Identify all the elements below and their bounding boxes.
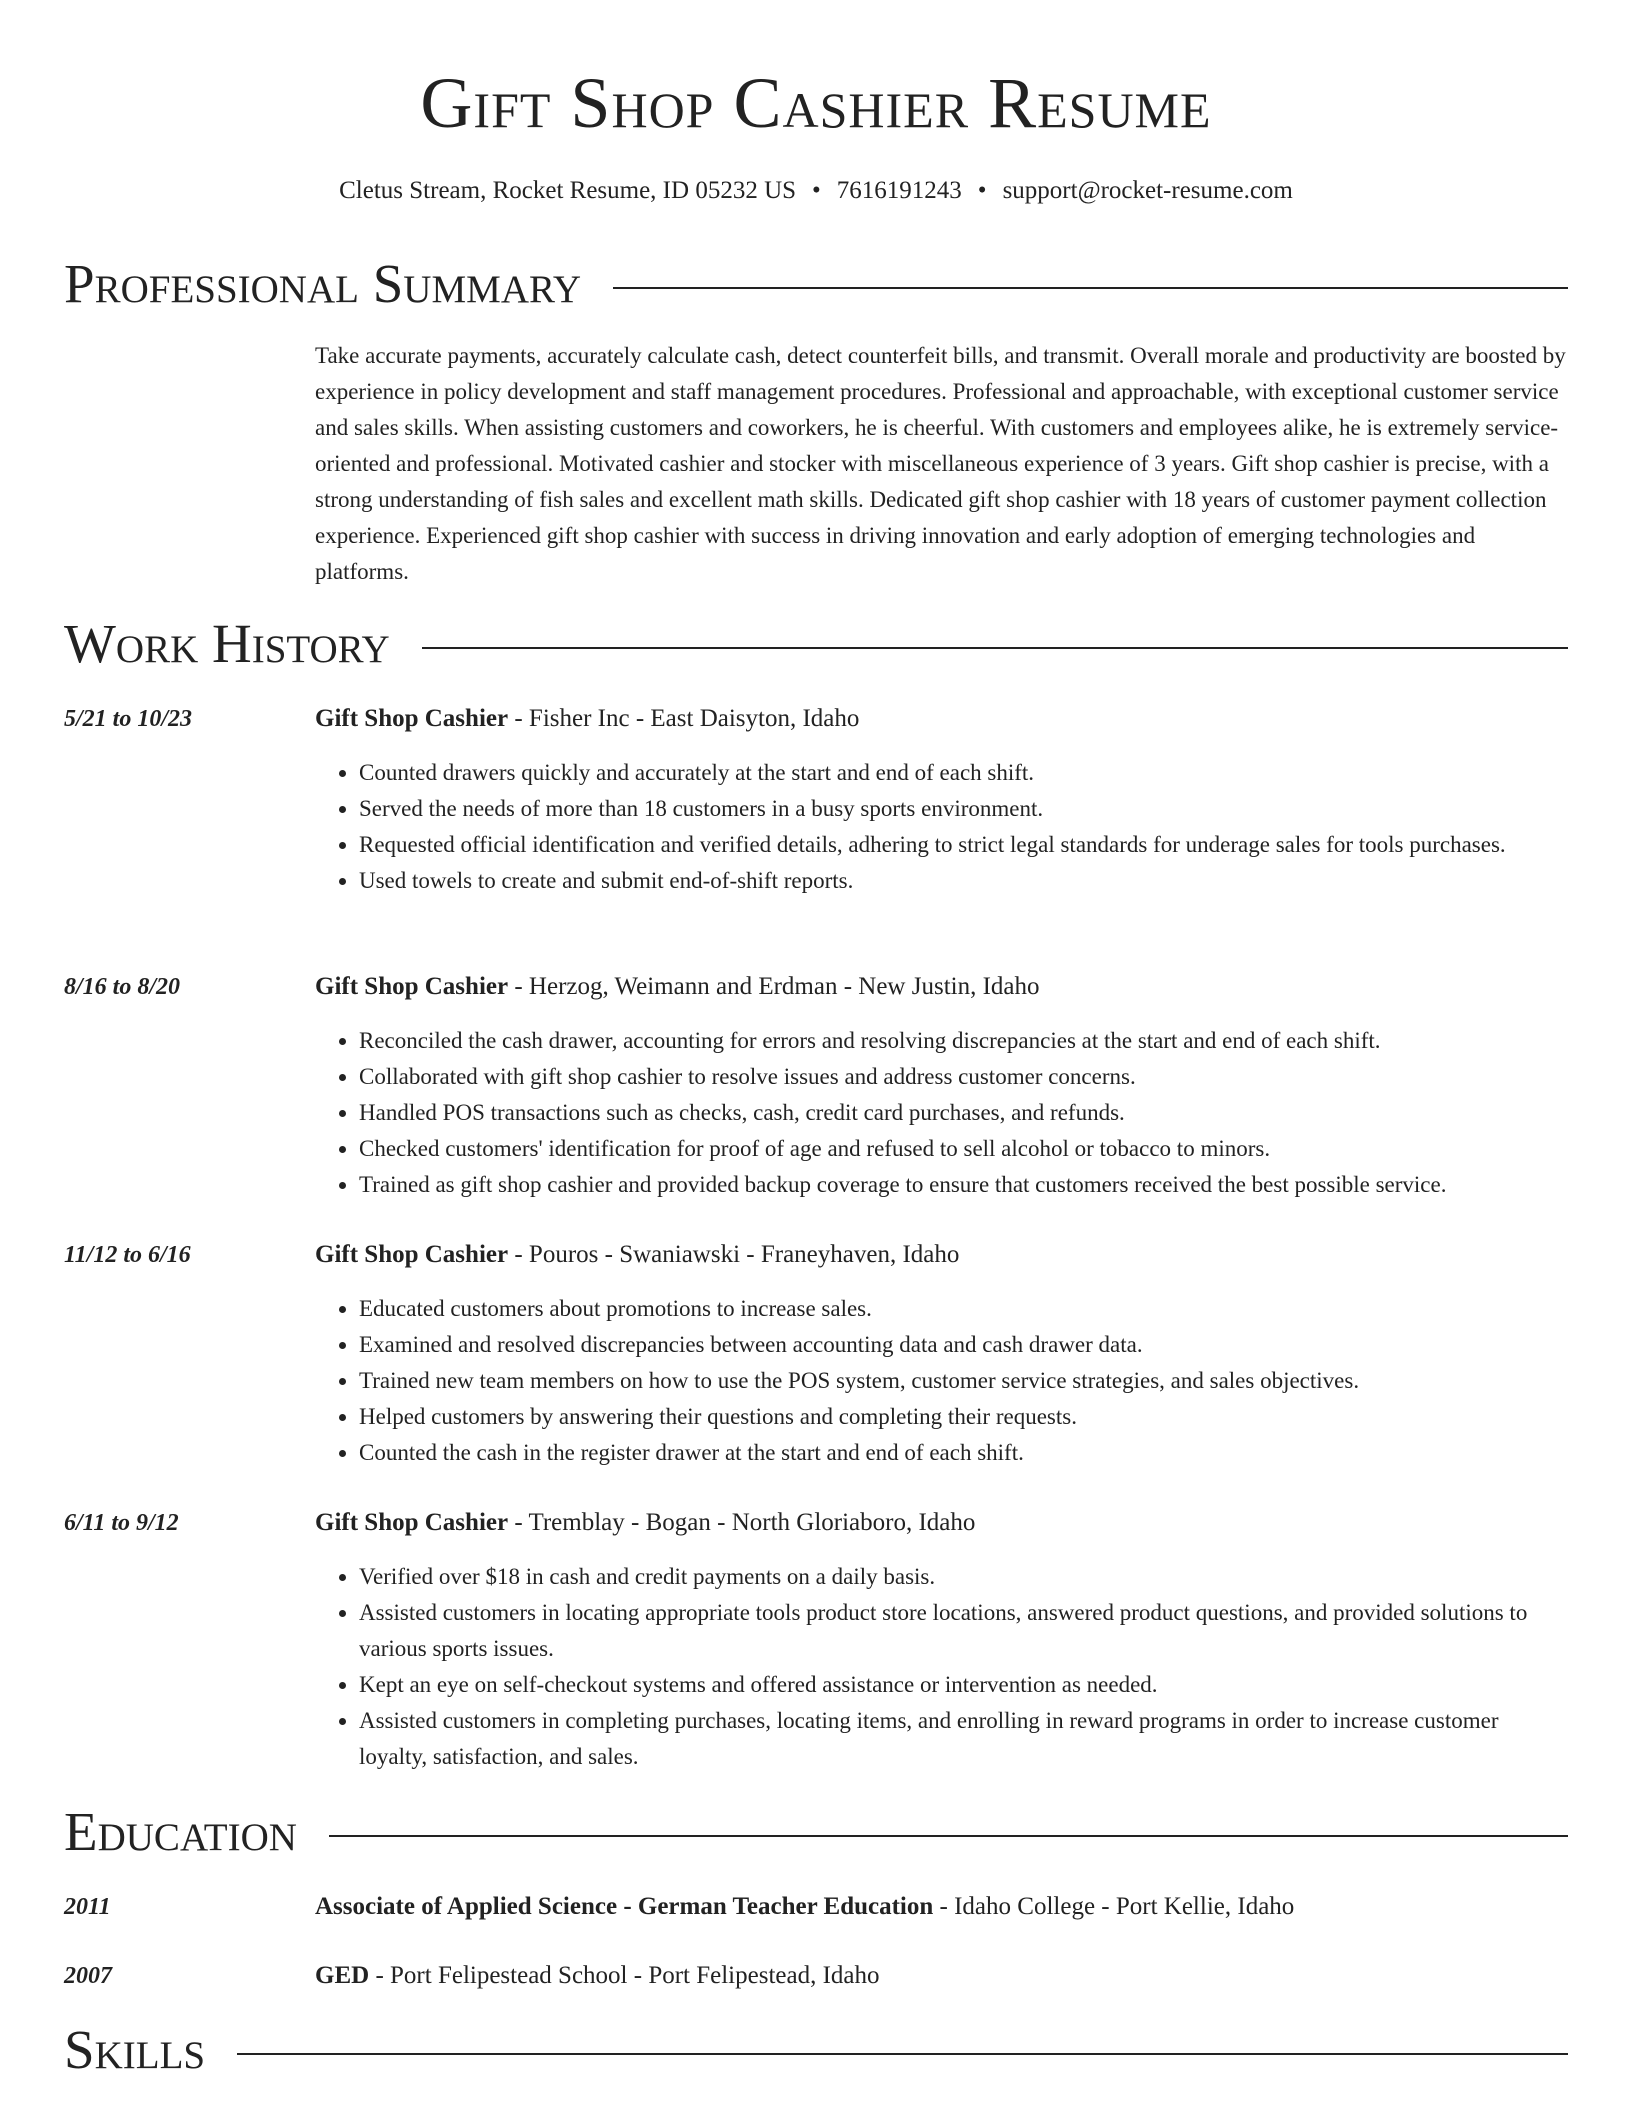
- job-bullet: • Collaborated with gift shop cashier to resolve issues and address customer concerns.: [359, 1059, 1568, 1095]
- contact-line: [0, 174, 1632, 208]
- job-title: Gift Shop Cashier: [315, 705, 509, 732]
- education-headline: [315, 1958, 1568, 1994]
- job-dates: 11/12 to 6/16: [64, 1242, 191, 1268]
- job-headline: [315, 1505, 1568, 1541]
- job-bullet: • Educated customers about promotions to increase sales.: [359, 1291, 1568, 1327]
- section-title-skills: Skills: [64, 2019, 206, 2080]
- job-bullet: • Checked customers' identification for proof of age and refused to sell alcohol or tobacco to minors.: [359, 1131, 1568, 1167]
- job-bullet: • Handled POS transactions such as checks, cash, credit card purchases, and refunds.: [359, 1095, 1568, 1131]
- section-header-summary: [64, 252, 1568, 316]
- job-bullet: • Helped customers by answering their questions and completing their requests.: [359, 1399, 1568, 1435]
- job-title: Gift Shop Cashier: [315, 1241, 509, 1268]
- section-header-skills: [64, 2018, 1568, 2082]
- education-year: 2011: [64, 1894, 111, 1920]
- job-dates: 6/11 to 9/12: [64, 1510, 179, 1536]
- education-headline: [315, 1889, 1568, 1925]
- contact-address: Cletus Stream, Rocket Resume, ID 05232 US: [339, 177, 797, 204]
- job-headline: [315, 969, 1568, 1005]
- job-bullet: • Assisted customers in locating appropriate tools product store locations, answered product questions, and provided solutions to various sports issues.: [359, 1595, 1568, 1667]
- education-degree: GED: [315, 1962, 370, 1989]
- section-divider: [237, 2053, 1568, 2055]
- job-details: - Fisher Inc - East Daisyton, Idaho: [508, 705, 860, 732]
- contact-email: support@rocket-resume.com: [1002, 177, 1293, 204]
- section-title-education: Education: [64, 1801, 297, 1862]
- job-title: Gift Shop Cashier: [315, 1509, 509, 1536]
- education-degree: Associate of Applied Science - German Teacher Education: [315, 1893, 934, 1920]
- section-divider: [613, 287, 1568, 289]
- job-bullet: • Used towels to create and submit end-of-shift reports.: [359, 863, 1568, 899]
- section-divider: [329, 1835, 1568, 1837]
- job-details: - Herzog, Weimann and Erdman - New Justin, Idaho: [508, 973, 1040, 1000]
- job-headline: [315, 1237, 1568, 1273]
- job-details: - Tremblay - Bogan - North Gloriaboro, Idaho: [508, 1509, 976, 1536]
- summary-text: Take accurate payments, accurately calculate cash, detect counterfeit bills, and transmit. Overall morale and productivity are boosted by experience in policy development and staff management procedures. Professional and approachable, with exceptional customer service and sales skills. When assisting customers and coworkers, he is cheerful. With customers and employees alike, he is extremely service-oriented and professional. Motivated cashier and stocker with miscellaneous experience of 3 years. Gift shop cashier is precise, with a strong understanding of fish sales and excellent math skills. Dedicated gift shop cashier with 18 years of customer payment collection experience. Experienced gift shop cashier with success in driving innovation and early adoption of emerging technologies and platforms.: [315, 343, 1566, 584]
- job-bullets: [315, 1291, 1568, 1471]
- education-details: - Port Felipestead School - Port Felipestead, Idaho: [369, 1962, 880, 1989]
- section-title-work: Work History: [64, 613, 390, 674]
- job-bullet: • Trained as gift shop cashier and provided backup coverage to ensure that customers received the best possible service.: [359, 1167, 1568, 1203]
- contact-separator: •: [812, 177, 821, 204]
- job-bullet: • Kept an eye on self-checkout systems and offered assistance or intervention as needed.: [359, 1667, 1568, 1703]
- job-bullet: • Counted the cash in the register drawer at the start and end of each shift.: [359, 1435, 1568, 1471]
- job-details: - Pouros - Swaniawski - Franeyhaven, Idaho: [508, 1241, 960, 1268]
- contact-separator: •: [977, 177, 987, 204]
- job-bullets: [315, 1023, 1568, 1203]
- resume-title: Gift Shop Cashier Resume: [420, 63, 1212, 143]
- section-title-summary: Professional Summary: [64, 253, 582, 314]
- job-title: Gift Shop Cashier: [315, 973, 509, 1000]
- job-bullet: • Assisted customers in completing purchases, locating items, and enrolling in reward programs in order to increase customer loyalty, satisfaction, and sales.: [359, 1703, 1568, 1775]
- job-bullet: • Trained new team members on how to use the POS system, customer service strategies, and sales objectives.: [359, 1363, 1568, 1399]
- job-bullet: • Served the needs of more than 18 customers in a busy sports environment.: [359, 791, 1568, 827]
- job-bullet: • Counted drawers quickly and accurately at the start and end of each shift.: [359, 755, 1568, 791]
- job-dates: 8/16 to 8/20: [64, 974, 181, 1000]
- contact-phone: 7616191243: [836, 177, 962, 204]
- section-header-education: [64, 1800, 1568, 1864]
- education-details: - Idaho College - Port Kellie, Idaho: [933, 1893, 1295, 1920]
- section-header-work: [64, 612, 1568, 676]
- job-bullets: [315, 1559, 1568, 1775]
- job-headline: [315, 701, 1568, 737]
- job-bullet: • Verified over $18 in cash and credit payments on a daily basis.: [359, 1559, 1568, 1595]
- section-divider: [422, 647, 1568, 649]
- job-bullet: • Examined and resolved discrepancies between accounting data and cash drawer data.: [359, 1327, 1568, 1363]
- job-bullet: • Requested official identification and verified details, adhering to strict legal standards for underage sales for tools purchases.: [359, 827, 1568, 863]
- job-bullet: • Reconciled the cash drawer, accounting for errors and resolving discrepancies at the start and end of each shift.: [359, 1023, 1568, 1059]
- job-dates: 5/21 to 10/23: [64, 706, 193, 732]
- job-bullets: [315, 755, 1568, 899]
- education-year: 2007: [64, 1963, 112, 1989]
